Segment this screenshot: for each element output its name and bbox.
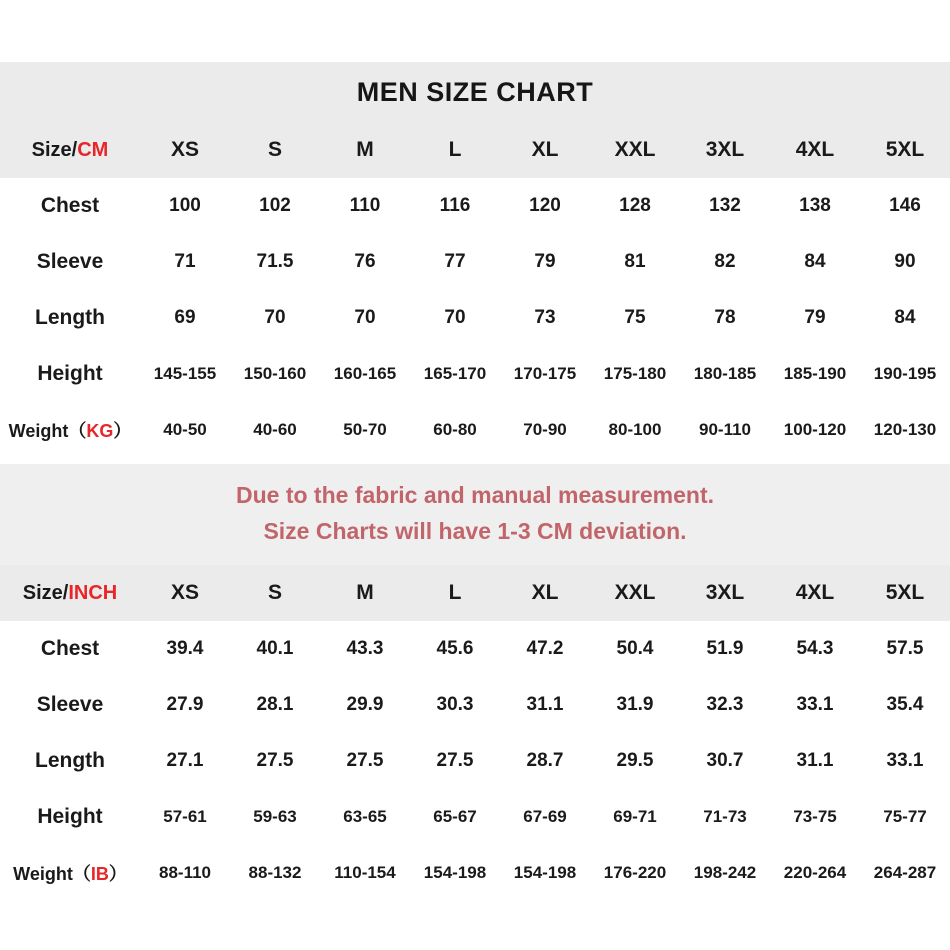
inch-length-l: 27.5: [436, 750, 474, 772]
inch-chest-4xl: 54.3: [796, 638, 834, 660]
inch-length-5xl: 33.1: [886, 750, 924, 772]
cm-size-s: S: [267, 138, 282, 161]
cm-size-m: M: [356, 138, 374, 161]
inch-height-4xl: 73-75: [793, 807, 837, 827]
inch-size-m: M: [356, 581, 374, 605]
inch-height-xl: 67-69: [523, 807, 567, 827]
cm-size-xxl: XXL: [614, 138, 656, 161]
inch-weight-l: 154-198: [423, 863, 487, 883]
inch-weight-label-suffix: ）: [108, 864, 127, 885]
inch-length-xs: 27.1: [166, 750, 204, 772]
inch-weight-label-text: Weight（: [13, 864, 91, 885]
cm-sleeve-xxl: 81: [624, 251, 646, 272]
table-row: [0, 178, 950, 234]
cm-sleeve-3xl: 82: [714, 251, 736, 272]
inch-weight-xl: 154-198: [513, 863, 577, 883]
inch-row-label-length: Length: [35, 749, 105, 773]
inch-chest-l: 45.6: [436, 638, 474, 660]
inch-size-xs: XS: [170, 581, 199, 605]
chart-title-band: [0, 62, 950, 122]
inch-sleeve-xs: 27.9: [166, 694, 204, 716]
cm-chest-xs: 100: [169, 195, 201, 216]
inch-chest-xs: 39.4: [166, 638, 204, 660]
cm-length-5xl: 84: [894, 307, 916, 328]
inch-header-unit: INCH: [68, 581, 118, 604]
inch-size-xxl: XXL: [614, 581, 656, 605]
cm-height-m: 160-165: [333, 364, 397, 383]
inch-length-xxl: 29.5: [616, 750, 654, 772]
table-row: [0, 789, 950, 845]
cm-sleeve-xs: 71: [174, 251, 196, 272]
cm-sleeve-m: 76: [354, 251, 376, 272]
inch-length-m: 27.5: [346, 750, 384, 772]
cm-weight-xl: 70-90: [523, 420, 567, 439]
inch-chest-xl: 47.2: [526, 638, 564, 660]
cm-height-4xl: 185-190: [783, 364, 847, 383]
inch-length-3xl: 30.7: [706, 750, 744, 772]
cm-sleeve-5xl: 90: [894, 251, 916, 272]
cm-header-prefix: Size/: [31, 138, 78, 161]
cm-size-table: [0, 122, 950, 458]
cm-length-l: 70: [444, 307, 466, 328]
inch-row-label-chest: Chest: [40, 637, 100, 661]
cm-size-xl: XL: [531, 138, 559, 161]
cm-weight-s: 40-60: [253, 420, 297, 439]
cm-length-s: 70: [264, 307, 286, 328]
inch-sleeve-l: 30.3: [436, 694, 474, 716]
table-row: [0, 733, 950, 789]
cm-header-row: [0, 122, 950, 178]
table-row: [0, 845, 950, 901]
cm-chest-xl: 120: [529, 195, 561, 216]
cm-weight-label-suffix: ）: [113, 421, 132, 441]
inch-chest-xxl: 50.4: [616, 638, 654, 660]
inch-weight-s: 88-132: [248, 863, 302, 883]
table-row: [0, 677, 950, 733]
inch-height-3xl: 71-73: [703, 807, 747, 827]
cm-weight-l: 60-80: [433, 420, 477, 439]
cm-chest-4xl: 138: [799, 195, 831, 216]
cm-weight-3xl: 90-110: [699, 420, 751, 439]
inch-header-row: [0, 565, 950, 621]
cm-length-m: 70: [354, 307, 376, 328]
cm-length-xs: 69: [174, 307, 196, 328]
inch-weight-4xl: 220-264: [783, 863, 847, 883]
cm-weight-label-text: Weight（: [8, 421, 87, 441]
cm-size-l: L: [448, 138, 462, 161]
cm-weight-4xl: 100-120: [783, 420, 847, 439]
inch-weight-3xl: 198-242: [693, 863, 757, 883]
inch-size-3xl: 3XL: [705, 581, 745, 605]
inch-row-label-weight: [0, 845, 140, 901]
cm-sleeve-s: 71.5: [256, 251, 294, 272]
inch-size-s: S: [267, 581, 282, 605]
cm-row-label-sleeve: Sleeve: [36, 250, 104, 273]
inch-height-m: 63-65: [343, 807, 387, 827]
cm-size-5xl: 5XL: [885, 138, 925, 161]
cm-length-xl: 73: [534, 307, 556, 328]
inch-weight-xxl: 176-220: [603, 863, 667, 883]
cm-weight-xxl: 80-100: [608, 420, 662, 439]
inch-size-5xl: 5XL: [885, 581, 925, 605]
cm-height-xs: 145-155: [153, 364, 217, 383]
inch-chest-3xl: 51.9: [706, 638, 744, 660]
inch-header-prefix: Size/: [22, 581, 69, 604]
cm-size-4xl: 4XL: [795, 138, 835, 161]
inch-weight-unit: IB: [90, 864, 109, 885]
cm-header-unit: CM: [77, 138, 109, 161]
inch-sleeve-3xl: 32.3: [706, 694, 744, 716]
cm-chest-s: 102: [259, 195, 291, 216]
cm-length-xxl: 75: [624, 307, 646, 328]
inch-chest-s: 40.1: [256, 638, 294, 660]
inch-weight-xs: 88-110: [159, 863, 211, 883]
inch-sleeve-m: 29.9: [346, 694, 384, 716]
cm-height-xxl: 175-180: [603, 364, 667, 383]
cm-chest-m: 110: [349, 195, 381, 216]
deviation-note-line-1: Due to the fabric and manual measurement.: [235, 482, 714, 508]
cm-header-label: [0, 122, 140, 178]
cm-row-label-chest: Chest: [40, 194, 100, 217]
deviation-note: [0, 464, 950, 565]
inch-chest-m: 43.3: [346, 638, 384, 660]
inch-size-xl: XL: [531, 581, 559, 605]
cm-weight-m: 50-70: [343, 420, 387, 439]
inch-height-s: 59-63: [253, 807, 297, 827]
table-row: [0, 402, 950, 458]
inch-row-label-height: Height: [37, 805, 103, 829]
inch-sleeve-xxl: 31.9: [616, 694, 654, 716]
inch-sleeve-s: 28.1: [256, 694, 294, 716]
table-row: [0, 621, 950, 677]
page-title: MEN SIZE CHART: [356, 76, 594, 107]
cm-sleeve-l: 77: [444, 251, 466, 272]
inch-height-5xl: 75-77: [883, 807, 927, 827]
cm-height-l: 165-170: [423, 364, 487, 383]
inch-length-4xl: 31.1: [796, 750, 834, 772]
inch-height-xs: 57-61: [163, 807, 207, 827]
inch-sleeve-5xl: 35.4: [886, 694, 924, 716]
deviation-note-line-2: Size Charts will have 1-3 CM deviation.: [263, 517, 687, 544]
cm-size-3xl: 3XL: [705, 138, 745, 161]
cm-height-3xl: 180-185: [693, 364, 757, 383]
inch-size-l: L: [448, 581, 462, 605]
inch-chest-5xl: 57.5: [886, 638, 924, 660]
cm-size-xs: XS: [170, 138, 199, 161]
cm-chest-xxl: 128: [619, 195, 651, 216]
top-whitespace: [0, 0, 950, 62]
cm-weight-unit: KG: [86, 421, 114, 441]
cm-weight-5xl: 120-130: [873, 420, 937, 439]
cm-row-label-height: Height: [37, 362, 103, 385]
table-row: [0, 234, 950, 290]
table-row: [0, 290, 950, 346]
inch-sleeve-4xl: 33.1: [796, 694, 834, 716]
cm-height-5xl: 190-195: [873, 364, 937, 383]
inch-row-label-sleeve: Sleeve: [36, 693, 104, 717]
inch-height-l: 65-67: [433, 807, 477, 827]
inch-length-s: 27.5: [256, 750, 294, 772]
cm-weight-xs: 40-50: [163, 420, 207, 439]
inch-size-table: [0, 565, 950, 901]
cm-length-4xl: 79: [804, 307, 826, 328]
cm-height-xl: 170-175: [513, 364, 577, 383]
cm-length-3xl: 78: [714, 307, 736, 328]
inch-header-label: [0, 565, 140, 621]
inch-height-xxl: 69-71: [613, 807, 657, 827]
inch-weight-5xl: 264-287: [873, 863, 937, 883]
cm-row-label-weight: [0, 402, 140, 458]
inch-weight-m: 110-154: [334, 863, 396, 883]
inch-size-4xl: 4XL: [795, 581, 835, 605]
inch-sleeve-xl: 31.1: [526, 694, 564, 716]
cm-chest-l: 116: [439, 195, 471, 216]
table-row: [0, 346, 950, 402]
inch-length-xl: 28.7: [526, 750, 564, 772]
cm-height-s: 150-160: [243, 364, 307, 383]
cm-sleeve-4xl: 84: [804, 251, 826, 272]
cm-chest-3xl: 132: [709, 195, 741, 216]
cm-chest-5xl: 146: [889, 195, 921, 216]
cm-row-label-length: Length: [35, 306, 105, 329]
cm-sleeve-xl: 79: [534, 251, 556, 272]
